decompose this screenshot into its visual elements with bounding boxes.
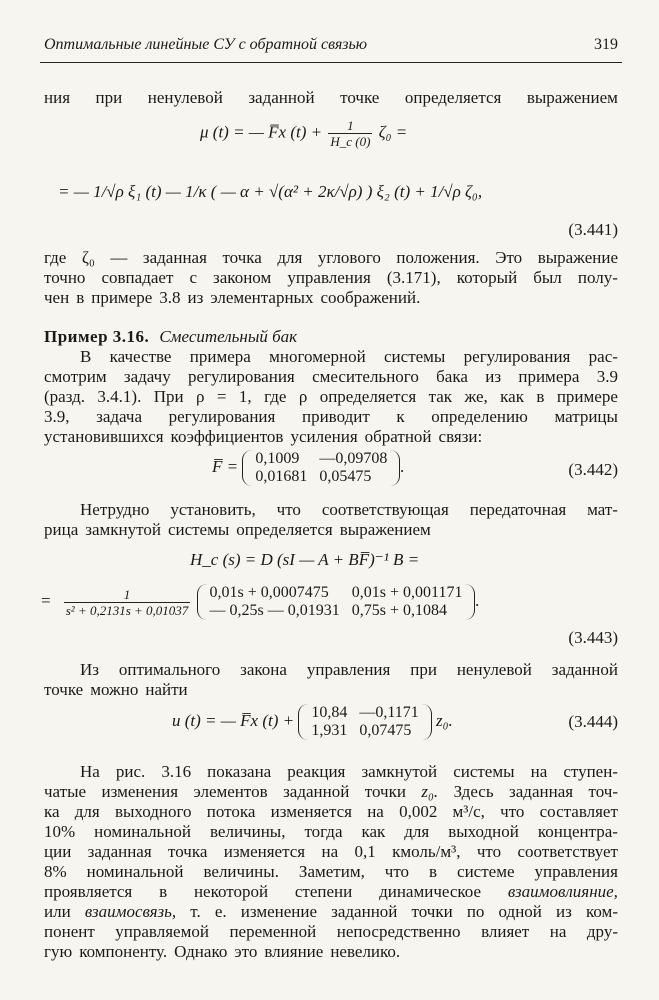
word: дру- — [586, 922, 618, 941]
word: смесительного — [312, 367, 419, 386]
word: передаточная — [469, 500, 567, 519]
matrix-cell: 0,1009 — [255, 450, 300, 467]
eq-3443-line1: H_c (s) = D (sI — A + BF̅)⁻¹ B = — [190, 550, 420, 569]
word: заданной — [551, 660, 618, 679]
word: На — [80, 762, 100, 781]
word: к — [396, 407, 405, 426]
word: элементов — [193, 782, 268, 801]
eq-3441-line1 — [200, 118, 407, 149]
word: ρ — [196, 387, 205, 406]
word: связи: — [438, 427, 483, 446]
word: соображений. — [320, 288, 421, 307]
word: был — [533, 268, 562, 287]
matrix-cell: 0,01s + 0,0007475 — [209, 584, 329, 601]
example-heading — [44, 327, 297, 347]
para5-line-1 — [80, 762, 618, 782]
word: который — [456, 268, 518, 287]
matrix-cell: 0,75s + 0,1084 — [351, 602, 448, 619]
word: что — [276, 500, 301, 519]
word: выходной — [448, 822, 519, 841]
eq-3442-lhs: F̅ = — [212, 456, 239, 476]
word: совпадает — [101, 268, 174, 287]
word: При — [153, 387, 184, 406]
eq-3442 — [212, 450, 405, 486]
word: можно — [90, 680, 139, 699]
word: взаимовлияние, — [507, 882, 618, 901]
word: управления — [287, 268, 371, 287]
frac-den: s² + 0,2131s + 0,01037 — [65, 602, 189, 618]
word: как — [361, 822, 386, 841]
word: элементарных — [210, 288, 314, 307]
word: обратной — [364, 427, 432, 446]
word: системы — [167, 520, 230, 539]
word: Здесь — [453, 782, 494, 801]
word: Заметим, — [298, 862, 365, 881]
word: изменяется — [270, 802, 352, 821]
word: на — [367, 802, 384, 821]
word: при — [410, 660, 437, 679]
word: показана — [207, 762, 272, 781]
word: переменной — [229, 922, 317, 941]
word: многомерной — [269, 347, 366, 366]
word: приводит — [301, 407, 370, 426]
frac-den: H_c (0) — [330, 134, 371, 149]
word: понент — [44, 922, 95, 941]
word: точка — [168, 842, 208, 861]
word: динамическое — [379, 882, 482, 901]
para5-line-3 — [44, 802, 618, 822]
word: 8% — [44, 862, 67, 881]
word: смотрим — [44, 367, 107, 386]
word: рас- — [588, 347, 618, 366]
word: заданная — [509, 782, 574, 801]
word: 3.16 — [161, 762, 192, 781]
matrix-cell: 10,84 — [311, 704, 348, 721]
word: номинальной — [94, 822, 192, 841]
eq-3441-number: (3.441) — [568, 220, 618, 239]
matrix-cell: —0,09708 — [319, 450, 388, 467]
word: что — [476, 842, 502, 861]
word: мат- — [587, 500, 618, 519]
word: точке — [340, 88, 380, 107]
matrix-cell: —0,1171 — [359, 704, 419, 721]
word: для — [277, 248, 303, 267]
header-rule — [40, 62, 622, 63]
word: (3.171), — [386, 268, 441, 287]
word: Однако — [174, 942, 228, 961]
word: из — [187, 288, 204, 307]
word: коэффициентов — [170, 427, 284, 446]
intro-line — [44, 88, 618, 108]
eq-3442-number: (3.442) — [568, 460, 618, 479]
word: тогда — [304, 822, 343, 841]
word: примера — [518, 367, 580, 386]
word: заданная — [142, 248, 207, 267]
word: так — [428, 387, 453, 406]
word: степени — [294, 882, 353, 901]
word: выражением — [526, 88, 618, 107]
word: усиления — [290, 427, 358, 446]
word: 0,002 — [399, 802, 438, 821]
word: оптимального — [118, 660, 221, 679]
matrix-cell: 0,05475 — [319, 468, 372, 485]
word: чен — [44, 288, 70, 307]
matrix-cell: — 0,25s — 0,01931 — [209, 602, 340, 619]
word: ρ — [298, 387, 308, 406]
word: по — [466, 902, 485, 921]
word: определяется — [319, 387, 417, 406]
word: Нетрудно — [80, 500, 150, 519]
matrix-cell: 0,01681 — [255, 468, 308, 485]
word: 1, — [238, 387, 252, 406]
para3-line-1 — [80, 500, 618, 520]
page-number: 319 — [594, 36, 618, 53]
eq-3443-prefix: = — [40, 590, 52, 610]
word: бака — [436, 367, 468, 386]
word: положения. — [396, 248, 480, 267]
word: как — [500, 387, 524, 406]
word: ния — [44, 88, 71, 107]
frac-num: 1 — [64, 587, 191, 603]
eq-3442-tail: . — [400, 456, 405, 476]
word: что — [500, 802, 525, 821]
word: из — [556, 902, 572, 921]
word: (разд. — [44, 387, 86, 406]
word: Из — [80, 660, 99, 679]
word: углового — [317, 248, 381, 267]
matrix-3442 — [242, 450, 400, 486]
word: 3.4.1). — [97, 387, 142, 406]
word: ции — [44, 842, 72, 861]
word: изменение — [240, 902, 318, 921]
para5-line-7 — [44, 882, 618, 902]
word: рис. — [115, 762, 146, 781]
word: управления — [306, 660, 391, 679]
word: определяется — [236, 520, 333, 539]
word: компоненту. — [79, 942, 168, 961]
word: влияние — [264, 942, 324, 961]
word: для — [404, 822, 430, 841]
word: заданной — [248, 88, 315, 107]
eq-3443-frac — [64, 587, 191, 618]
word: управления — [534, 862, 618, 881]
word: ком- — [585, 902, 618, 921]
word: в — [159, 882, 168, 901]
para4-line-2 — [44, 680, 618, 700]
word: В — [80, 347, 92, 366]
word: 10% — [44, 822, 76, 841]
para5-line-8 — [44, 902, 618, 922]
word: регулирования — [463, 347, 571, 366]
word: задачу — [123, 367, 171, 386]
para5-line-6 — [44, 862, 618, 882]
word: величины. — [203, 862, 279, 881]
eq-3444-number: (3.444) — [568, 712, 618, 731]
header-title: Оптимальные линейные СУ с обратной связью — [44, 36, 368, 53]
word: точки — [364, 782, 406, 801]
word: в — [536, 387, 545, 406]
word: кмоль/м³, — [392, 842, 461, 861]
word: регулирования — [168, 407, 276, 426]
word: примере — [556, 387, 618, 406]
para5-line-2 — [44, 782, 618, 802]
word: же, — [464, 387, 488, 406]
word: где — [44, 248, 67, 267]
word: установить, — [170, 500, 256, 519]
word: ненулевой — [147, 88, 223, 107]
word: точки — [411, 902, 453, 921]
word: ка — [44, 802, 60, 821]
para2-line-5 — [44, 427, 618, 447]
word: изменяется — [223, 842, 306, 861]
word: из — [485, 367, 502, 386]
para2-line-1 — [80, 347, 618, 367]
word: законом — [213, 268, 272, 287]
frac-num: 1 — [328, 118, 372, 134]
word: влияет — [481, 922, 530, 941]
eq-3444 — [172, 704, 453, 740]
word: системе — [457, 862, 515, 881]
word: выражением — [339, 520, 431, 539]
word: качестве — [109, 347, 172, 366]
para1-line-1 — [44, 248, 618, 268]
word: проявляется — [44, 882, 133, 901]
word: 0,1 — [354, 842, 376, 861]
word: в — [76, 288, 85, 307]
word: величины, — [210, 822, 286, 841]
para5-line-5 — [44, 842, 618, 862]
para2-line-4 — [44, 407, 618, 427]
word: 3.8 — [159, 288, 181, 307]
word: выражение — [537, 248, 618, 267]
word: установившихся — [44, 427, 164, 446]
para2-line-3 — [44, 387, 618, 407]
word: заданная — [87, 842, 152, 861]
word: примере — [91, 288, 153, 307]
word: — — [110, 248, 128, 267]
word: потока — [206, 802, 256, 821]
word: выходного — [114, 802, 192, 821]
word: на — [549, 922, 567, 941]
word: чатые — [44, 782, 87, 801]
word: замкнутой — [361, 762, 438, 781]
word: одной — [498, 902, 542, 921]
word: где — [264, 387, 287, 406]
word: т. — [190, 902, 201, 921]
para2-line-2 — [44, 367, 618, 387]
word: изменения — [101, 782, 179, 801]
word: 3.9 — [596, 367, 618, 386]
word: некоторой — [193, 882, 269, 901]
word: точке — [44, 680, 84, 699]
word: соответствует — [517, 842, 618, 861]
word: закона — [240, 660, 287, 679]
word: регулирования — [188, 367, 295, 386]
word: что — [384, 862, 410, 881]
running-header — [44, 36, 618, 54]
word: гую — [44, 942, 73, 961]
word: заданной — [283, 782, 350, 801]
word: непосредственно — [336, 922, 461, 941]
eq-3444-lhs: u (t) = — F̅x (t) + — [172, 710, 295, 730]
eq-3443-number: (3.443) — [568, 628, 618, 647]
word: невелико. — [330, 942, 401, 961]
word: при — [95, 88, 123, 107]
word: Это — [495, 248, 523, 267]
word: реакция — [287, 762, 346, 781]
word: для — [74, 802, 100, 821]
eq-3444-tail: z₀. — [436, 710, 453, 730]
para5-line-4 — [44, 822, 618, 842]
para4-line-1 — [80, 660, 618, 680]
word: полу- — [577, 268, 618, 287]
word: системы — [453, 762, 515, 781]
word: или — [44, 902, 71, 921]
word: матрицы — [554, 407, 618, 426]
matrix-3443 — [197, 584, 476, 620]
word: концентра- — [537, 822, 618, 841]
para3-line-2 — [44, 520, 618, 540]
word: z₀. — [421, 782, 439, 801]
matrix-cell: 1,931 — [311, 722, 348, 739]
word: управляемой — [115, 922, 209, 941]
word: с — [189, 268, 197, 287]
word: системы — [384, 347, 446, 366]
word: заданной — [331, 902, 398, 921]
word: точ- — [588, 782, 618, 801]
eq-3441-line1-head: μ (t) = — F̅x (t) + — [200, 122, 323, 142]
word: составляет — [539, 802, 618, 821]
word: ζ₀ — [81, 248, 95, 267]
eq-3441-line1-tail: ζ₀ = — [378, 122, 408, 142]
word: примера — [189, 347, 251, 366]
example-title: Смесительный бак — [159, 327, 298, 346]
eq-3441-line2: = — 1/√ρ ξ₁ (t) — 1/κ ( — α + √(α² + 2κ/√ρ) ) ξ₂ (t) + 1/√ρ ζ₀, — [58, 182, 483, 201]
word: рица — [44, 520, 79, 539]
eq-3443-tail: . — [475, 590, 480, 610]
word: найти — [145, 680, 188, 699]
word: взаимосвязь, — [84, 902, 177, 921]
eq-3441-frac — [328, 118, 372, 149]
matrix-cell: 0,07475 — [359, 722, 412, 739]
para1-line-2 — [44, 268, 618, 288]
word: ненулевой — [456, 660, 532, 679]
word: определяется — [404, 88, 502, 107]
para1-line-3 — [44, 288, 618, 308]
word: точно — [44, 268, 86, 287]
matrix-3444 — [298, 704, 431, 740]
word: замкнутой — [85, 520, 161, 539]
word: на — [321, 842, 339, 861]
para5-line-9 — [44, 922, 618, 942]
word: точка — [222, 248, 262, 267]
word: задача — [96, 407, 142, 426]
word: определению — [431, 407, 528, 426]
example-label: Пример 3.16. — [44, 327, 150, 346]
word: ступен- — [563, 762, 618, 781]
para5-line-10 — [44, 942, 618, 962]
word: = — [216, 387, 227, 406]
word: номинальной — [86, 862, 184, 881]
eq-3443-line2 — [40, 584, 480, 620]
matrix-cell: 0,01s + 0,001171 — [351, 584, 463, 601]
word: е. — [214, 902, 227, 921]
word: м³/с, — [452, 802, 485, 821]
word: соответствующая — [321, 500, 449, 519]
word: на — [530, 762, 548, 781]
word: в — [429, 862, 438, 881]
word: это — [234, 942, 258, 961]
word: 3.9, — [44, 407, 70, 426]
